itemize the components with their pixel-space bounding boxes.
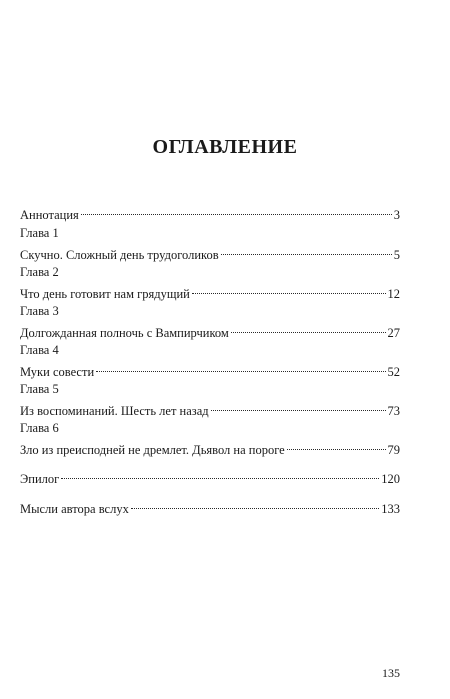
toc-page-number: 5 xyxy=(393,248,400,262)
toc-entry-author-thoughts xyxy=(20,496,400,516)
toc-page-number: 79 xyxy=(387,443,400,457)
dot-leader xyxy=(192,281,386,298)
page-title: ОГЛАВЛЕНИЕ xyxy=(152,136,298,158)
toc-entry-chapter-6 xyxy=(20,420,400,457)
toc-entry-title: Долгожданная полночь с Вампирчиком xyxy=(20,326,229,340)
dot-leader xyxy=(81,202,392,219)
toc-entry-chapter-3 xyxy=(20,303,400,340)
dot-leader xyxy=(96,359,385,376)
toc-page-number: 27 xyxy=(387,326,400,340)
toc-entry-title: Скучно. Сложный день трудоголиков xyxy=(20,248,219,262)
dot-leader xyxy=(231,320,386,337)
toc-line xyxy=(20,320,400,340)
chapter-label: Глава 5 xyxy=(20,382,59,396)
toc-entry-chapter-5 xyxy=(20,381,400,418)
toc-line xyxy=(20,242,400,262)
dot-leader xyxy=(131,496,379,513)
toc-line xyxy=(20,359,400,379)
toc-entry-title: Зло из преисподней не дремлет. Дьявол на пороге xyxy=(20,443,285,457)
toc-line xyxy=(20,496,400,516)
toc-line xyxy=(20,466,400,486)
toc-page-number: 3 xyxy=(393,208,400,222)
toc-entry-epilogue xyxy=(20,466,400,486)
toc-line xyxy=(20,202,400,222)
toc-line xyxy=(20,437,400,457)
chapter-label: Глава 3 xyxy=(20,304,59,318)
dot-leader xyxy=(221,242,392,259)
toc-entry-title: Из воспоминаний. Шесть лет назад xyxy=(20,404,209,418)
chapter-label: Глава 4 xyxy=(20,343,59,357)
chapter-label: Глава 6 xyxy=(20,421,59,435)
toc-entry-title: Что день готовит нам грядущий xyxy=(20,287,190,301)
dot-leader xyxy=(61,466,379,483)
toc-line xyxy=(20,398,400,418)
toc-page-number: 133 xyxy=(381,502,400,516)
toc-page-number: 52 xyxy=(387,365,400,379)
toc-entry-title: Аннотация xyxy=(20,208,79,222)
dot-leader xyxy=(287,437,386,454)
page-number: 135 xyxy=(382,666,400,680)
chapter-label: Глава 2 xyxy=(20,265,59,279)
toc-entry-chapter-2 xyxy=(20,264,400,301)
toc-entry-chapter-1 xyxy=(20,225,400,262)
toc-page-number: 12 xyxy=(387,287,400,301)
toc-page-number: 120 xyxy=(381,472,400,486)
toc-entry-annotation xyxy=(20,202,400,222)
toc-entry-title: Эпилог xyxy=(20,472,60,486)
toc-entry-chapter-4 xyxy=(20,342,400,379)
toc-page-number: 73 xyxy=(387,404,400,418)
toc-line xyxy=(20,281,400,301)
toc-entry-title: Мысли автора вслух xyxy=(20,502,129,516)
dot-leader xyxy=(211,398,386,415)
toc-entry-title: Муки совести xyxy=(20,365,95,379)
table-of-contents xyxy=(20,202,400,516)
chapter-label: Глава 1 xyxy=(20,226,59,240)
